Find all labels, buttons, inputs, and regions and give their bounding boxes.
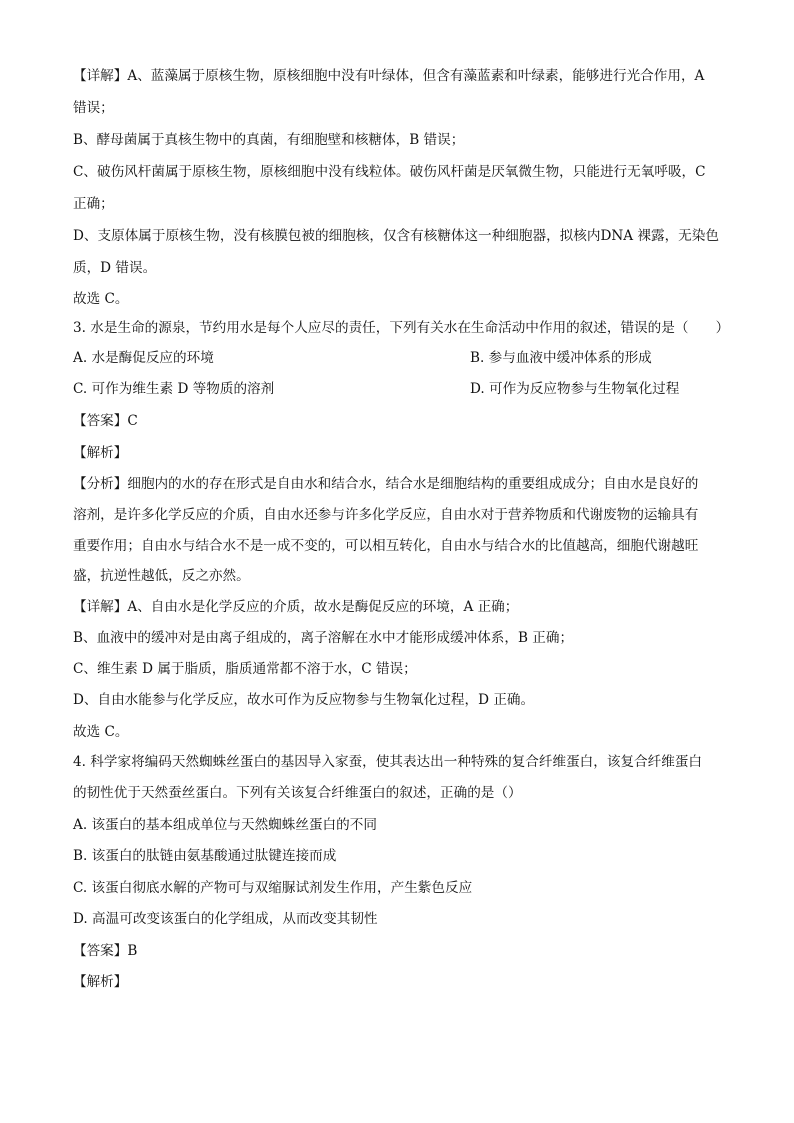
option-a: A. 水是酶促反应的环境: [73, 350, 214, 366]
option-d: D. 可作为反应物参与生物氧化过程: [470, 381, 680, 397]
detail-line: C、破伤风杆菌属于原核生物，原核细胞中没有线粒体。破伤风杆菌是厌氧微生物，只能进行无氧呼吸，C: [73, 164, 706, 180]
option-b: B. 该蛋白的肽链由氨基酸通过肽键连接而成: [73, 848, 337, 864]
detail-line: 质，D 错误。: [73, 260, 157, 276]
option-d: D. 高温可改变该蛋白的化学组成，从而改变其韧性: [73, 911, 378, 927]
detail-line: 【详解】A、蓝藻属于原核生物，原核细胞中没有叶绿体，但含有藻蓝素和叶绿素，能够进行光合作用，A: [73, 68, 705, 84]
analysis-line: 重要作用；自由水与结合水不是一成不变的，可以相互转化，自由水与结合水的比值越高，细胞代谢越旺: [73, 538, 699, 554]
detail-line: D、自由水能参与化学反应，故水可作为反应物参与生物氧化过程，D 正确。: [73, 692, 535, 708]
question-3-options-row-1: [73, 348, 722, 368]
detail-line: 正确；: [73, 196, 114, 212]
option-c: C. 该蛋白彻底水解的产物可与双缩脲试剂发生作用，产生紫色反应: [73, 880, 473, 896]
detail-line: C、维生素 D 属于脂质，脂质通常都不溶于水，C 错误；: [73, 661, 417, 677]
analysis-line: 溶剂，是许多化学反应的介质，自由水还参与许多化学反应，自由水对于营养物质和代谢废物的运输具有: [73, 507, 699, 523]
question-3-stem: 3. 水是生命的源泉，节约用水是每个人应尽的责任，下列有关水在生命活动中作用的叙述，错误的是（ ）: [73, 320, 730, 336]
detail-line: 错误；: [73, 100, 114, 116]
option-b: B. 参与血液中缓冲体系的形成: [470, 350, 652, 366]
option-a: A. 该蛋白的基本组成单位与天然蜘蛛丝蛋白的不同: [73, 817, 377, 833]
jiexi-label: 【解析】: [73, 974, 128, 990]
jiexi-label: 【解析】: [73, 445, 128, 461]
question-4-stem: 4. 科学家将编码天然蜘蛛丝蛋白的基因导入家蚕，使其表达出一种特殊的复合纤维蛋白，该复合纤维蛋白: [73, 754, 703, 770]
answer-label: 【答案】B: [73, 943, 138, 959]
answer-label: 【答案】C: [73, 413, 138, 429]
detail-line: B、酵母菌属于真核生物中的真菌，有细胞壁和核糖体，B 错误；: [73, 132, 465, 148]
conclusion-line: 故选 C。: [73, 291, 129, 307]
detail-line: 【详解】A、自由水是化学反应的介质，故水是酶促反应的环境，A 正确；: [73, 599, 519, 615]
detail-line: B、血液中的缓冲对是由离子组成的，离子溶解在水中才能形成缓冲体系，B 正确；: [73, 630, 574, 646]
analysis-line: 盛，抗逆性越低，反之亦然。: [73, 568, 250, 584]
option-c: C. 可作为维生素 D 等物质的溶剂: [73, 381, 275, 397]
question-3-options-row-2: [73, 379, 722, 399]
detail-line: D、支原体属于原核生物，没有核膜包被的细胞核，仅含有核糖体这一种细胞器，拟核内DNA 裸露，无染色: [73, 228, 719, 244]
analysis-line: 【分析】细胞内的水的存在形式是自由水和结合水，结合水是细胞结构的重要组成成分；自由水是良好的: [73, 476, 699, 492]
conclusion-line: 故选 C。: [73, 724, 129, 740]
question-4-stem: 的韧性优于天然蚕丝蛋白。下列有关该复合纤维蛋白的叙述，正确的是（）: [73, 785, 522, 801]
